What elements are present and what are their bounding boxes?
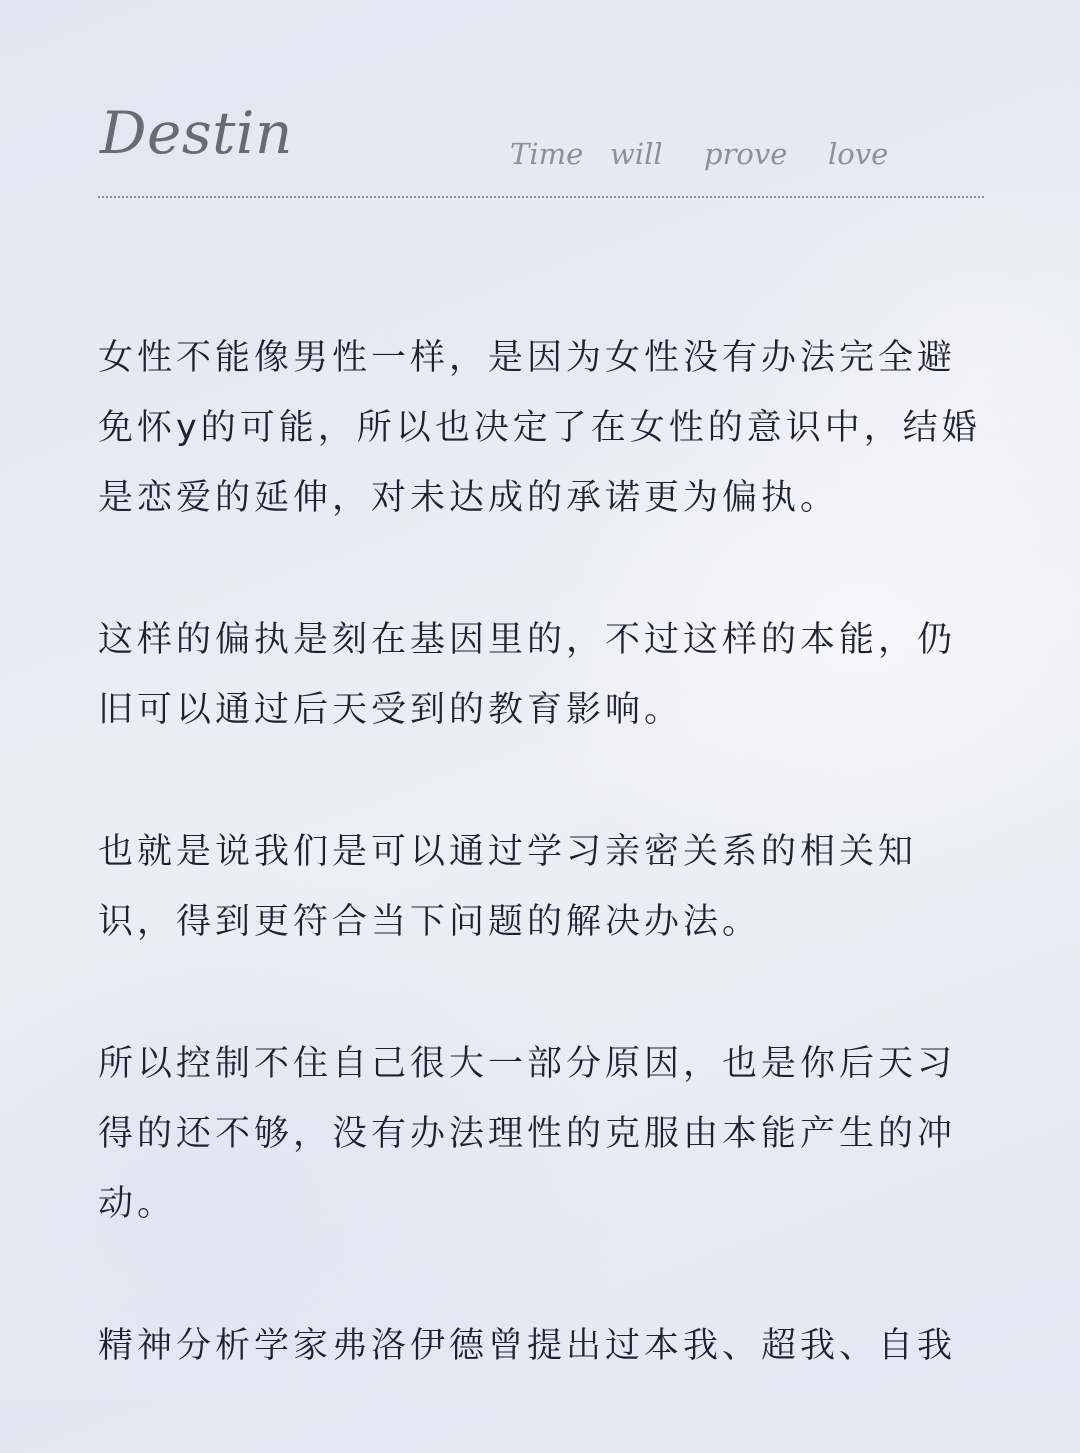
- paragraph-1: 女性不能像男性一样，是因为女性没有办法完全避 免怀y的可能，所以也决定了在女性的意识中，结婚 是恋爱的延伸，对未达成的承诺更为偏执。: [98, 338, 981, 518]
- tagline-word-love: love: [828, 137, 889, 171]
- paragraph-5: 精神分析学家弗洛伊德曾提出过本我、超我、自我: [98, 1326, 957, 1366]
- tagline-word-prove: prove: [704, 137, 788, 171]
- paragraph-3: 也就是说我们是可以通过学习亲密关系的相关知 识，得到更符合当下问题的解决办法。: [98, 832, 918, 942]
- header-divider: [98, 196, 984, 198]
- paragraph-2: 这样的偏执是刻在基因里的，不过这样的本能，仍 旧可以通过后天受到的教育影响。: [98, 620, 957, 730]
- brand-title: Destin: [100, 99, 293, 167]
- tagline-word-time: Time: [510, 137, 584, 171]
- article-body: [98, 323, 998, 1453]
- page-header: [98, 100, 984, 200]
- tagline-word-will: will: [610, 137, 663, 171]
- paragraph-4: 所以控制不住自己很大一部分原因，也是你后天习 得的还不够，没有办法理性的克服由本能产生的冲 动。: [98, 1044, 957, 1224]
